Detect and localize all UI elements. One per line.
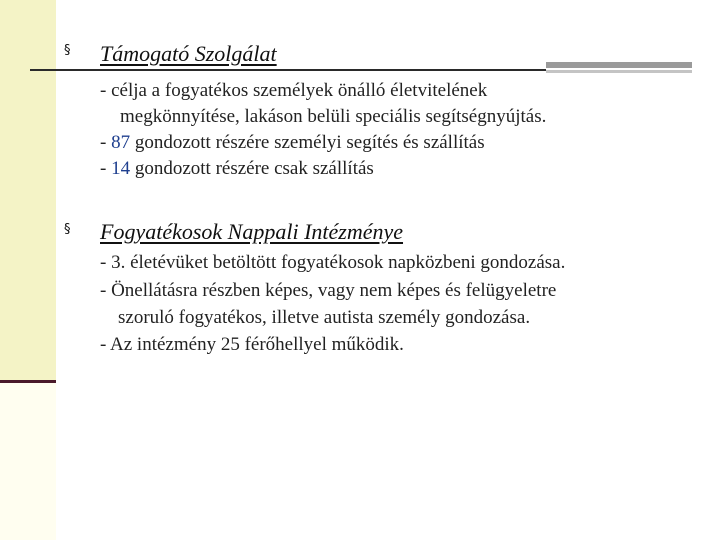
section-line: - 3. életévüket betöltött fogyatékosok napközbeni gondozása. (100, 252, 566, 273)
left-bar-bottom-edge (0, 380, 56, 383)
section-line: megkönnyítése, lakáson belüli speciális segítségnyújtás. (120, 106, 547, 127)
section-heading: Támogató Szolgálat (100, 41, 277, 66)
title-rule-accent-shadow (546, 70, 692, 73)
line-prefix: - (100, 132, 112, 153)
line-suffix: gondozott részére személyi segítés és szállítás (130, 132, 485, 153)
line-number: 14 (111, 158, 131, 179)
left-decorative-bar (0, 0, 56, 382)
title-rule-accent (546, 62, 692, 68)
line-prefix: - (100, 158, 112, 179)
line-suffix: gondozott részére csak szállítás (130, 158, 374, 179)
section-line: szoruló fogyatékos, illetve autista személy gondozása. (118, 307, 531, 328)
section-line: - Önellátásra részben képes, vagy nem képes és felügyeletre (100, 280, 557, 301)
section-line (100, 158, 374, 180)
section-line: - Az intézmény 25 férőhellyel működik. (100, 334, 404, 355)
line-number: 87 (111, 132, 131, 153)
section-bullet-icon: § (64, 222, 71, 237)
section-line: - célja a fogyatékos személyek önálló életvitelének (100, 80, 488, 101)
section-bullet-icon: § (64, 43, 71, 58)
section-line (100, 132, 485, 154)
title-rule (30, 69, 546, 71)
section-heading: Fogyatékosok Nappali Intézménye (100, 219, 404, 244)
